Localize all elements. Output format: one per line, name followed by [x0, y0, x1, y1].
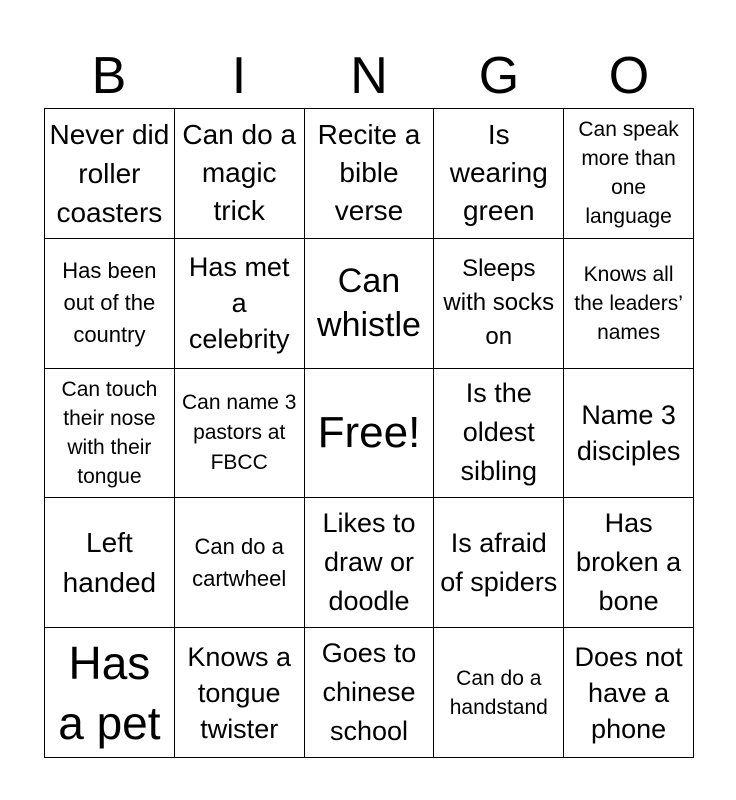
cell-text: Can name 3 pastors at FBCC: [181, 390, 297, 474]
cell-text: Sleeps with socks on: [443, 255, 555, 351]
cell-text: Never did roller coasters: [49, 118, 170, 228]
bingo-cell: [175, 109, 305, 239]
bingo-cell: [45, 239, 175, 369]
cell-text: Recite a bible verse: [317, 119, 421, 227]
cell-text: Knows a tongue twister: [187, 641, 291, 744]
bingo-cell: [175, 239, 305, 369]
bingo-cell: [434, 369, 564, 499]
cell-text: Knows all the leaders’ names: [574, 262, 683, 344]
cell-text: Is the oldest sibling: [460, 378, 538, 487]
header-letter-i: I: [231, 47, 247, 105]
bingo-cell: [564, 109, 694, 239]
bingo-cell: [564, 369, 694, 499]
header-letter-o: O: [608, 47, 650, 105]
bingo-cell: [564, 498, 694, 628]
cell-text: Can whistle: [317, 262, 421, 345]
header-letter-n: N: [350, 47, 388, 105]
bingo-cell: [434, 628, 564, 758]
bingo-cell: [434, 109, 564, 239]
bingo-cell: [564, 239, 694, 369]
bingo-cell: [564, 628, 694, 758]
cell-text: Name 3 disciples: [576, 399, 681, 466]
bingo-cell: [305, 239, 435, 369]
bingo-cell: [305, 628, 435, 758]
bingo-cell: [305, 369, 435, 499]
cell-text: Has a pet: [58, 636, 161, 749]
bingo-cell: [45, 369, 175, 499]
bingo-cell: [434, 239, 564, 369]
cell-text: Goes to chinese school: [321, 638, 417, 747]
cell-text: Free!: [317, 407, 421, 457]
bingo-cell: [45, 628, 175, 758]
bingo-cell: [305, 109, 435, 239]
cell-text: Left handed: [62, 526, 157, 598]
cell-text: Can touch their nose with their tongue: [61, 377, 158, 488]
bingo-cell: [45, 109, 175, 239]
bingo-cell: [175, 498, 305, 628]
cell-text: Is wearing green: [449, 119, 548, 227]
cell-text: Has been out of the country: [62, 258, 157, 348]
header-letter-b: B: [91, 47, 127, 105]
bingo-cell: [175, 369, 305, 499]
cell-text: Likes to draw or doodle: [322, 508, 416, 617]
bingo-cell: [175, 628, 305, 758]
cell-text: Has broken a bone: [576, 508, 682, 617]
bingo-cell: [305, 498, 435, 628]
cell-text: Does not have a phone: [574, 641, 683, 744]
bingo-cell: [45, 498, 175, 628]
cell-text: Has met a celebrity: [188, 252, 290, 355]
cell-text: Can do a cartwheel: [192, 533, 287, 591]
header-letter-g: G: [478, 47, 520, 105]
bingo-header: [44, 46, 694, 106]
cell-text: Can do a magic trick: [182, 119, 297, 227]
bingo-grid: [44, 108, 694, 758]
cell-text: Is afraid of spiders: [440, 527, 558, 597]
cell-text: Can do a handstand: [449, 666, 548, 719]
bingo-cell: [434, 498, 564, 628]
cell-text: Can speak more than one language: [578, 118, 679, 229]
